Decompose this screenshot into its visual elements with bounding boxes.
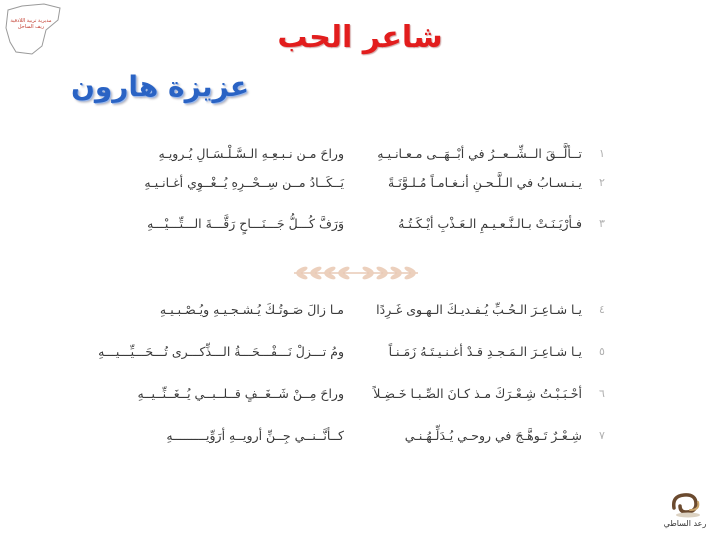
- verse-first-hemistich: تــألَّــقَ الــشِّــعــرُ في أبْــهَــى مـعـانـيـهِ: [377, 146, 582, 161]
- verse-number: ٧: [599, 429, 605, 442]
- verse-second-hemistich: مـا زالَ صَـوتُـكَ يُـشـجـيـهِ ويُـصْـبـيـهِ: [159, 302, 344, 317]
- verse-line-4: [0, 300, 720, 322]
- syria-map-logo: [2, 2, 64, 58]
- verse-number: ٢: [599, 176, 605, 189]
- verse-number: ٣: [599, 217, 605, 230]
- verse-number: ٤: [599, 303, 605, 316]
- laurel-divider-icon: [286, 265, 426, 281]
- page-title: شاعر الحب: [277, 20, 443, 55]
- verse-line-1: [0, 144, 720, 166]
- map-logo-text: مديرية تربية اللاذقية ريف الساحل: [10, 18, 52, 30]
- verse-second-hemistich: يَــكَــادُ مــن سِــحْــرِهِ يُــغْــوِي أغـانـيـهِ: [144, 175, 344, 190]
- verse-first-hemistich: أحْـبَـبْـتُ شِـعْـرَكَ مـذ كـانَ الصِّـبـا خَـضِـلاً: [373, 386, 582, 401]
- verse-first-hemistich: يـنـسـابُ في الـلَّـحـنِ أنـغـامـاً مُـلـوَّنَـةً: [388, 175, 582, 190]
- verse-second-hemistich: كــأنَّــنــي جِــنِّ أرويــهِ أرَوِّيـــــــــهِ: [166, 428, 344, 443]
- verse-line-5: [0, 342, 720, 364]
- verse-second-hemistich: وراحَ مـن نـبـعِـهِ الـسَّـلْـسَـالِ يُـرويـهِ: [158, 146, 344, 161]
- brand-logo-icon: [660, 486, 710, 536]
- verse-first-hemistich: يـا شـاعِـرَ الـمَـجـدِ قـدْ أغـنـيـتَـهُ زَمَـنـاً: [388, 344, 582, 359]
- map-outline-icon: [2, 2, 64, 58]
- verse-first-hemistich: يـا شـاعِـرَ الـحُـبِّ يُـفـديـكَ الـهـوى غَـرِدًا: [376, 302, 582, 317]
- verse-first-hemistich: شِـعْـرٌ تَـوهَّـجَ في روحـي يُـدَلِّـهُـنـي: [404, 428, 582, 443]
- verse-number: ٥: [599, 345, 605, 358]
- verse-second-hemistich: ومُ تـــزلْ نَـــفْـــحَـــةُ الـــذِّكـــرى تُـــحَـــيِّـــيـــهِ: [98, 344, 344, 359]
- verse-first-hemistich: فـأرْيَـنَـتْ بـالـنَّـعـيـمِ الـعَـذْبِ أيْـكَـتُـهُ: [398, 216, 582, 231]
- verse-line-6: [0, 384, 720, 406]
- verse-number: ١: [599, 147, 605, 160]
- verse-line-7: [0, 426, 720, 448]
- verse-line-2: [0, 173, 720, 195]
- verse-line-3: [0, 214, 720, 236]
- verse-number: ٦: [599, 387, 605, 400]
- verse-second-hemistich: وراحَ مِــنْ شَــغَــفٍ قــلــبــي يُــغَــنِّــيــهِ: [137, 386, 344, 401]
- brand-logo-label: رعد الساطي: [663, 519, 707, 528]
- verse-second-hemistich: وَرَفَّ كُـــلُّ جَـــنَـــاحٍ رَقَّـــةَ الـــتِّـــيْـــهِ: [147, 216, 344, 231]
- poet-name: عزيزة هارون: [70, 70, 250, 103]
